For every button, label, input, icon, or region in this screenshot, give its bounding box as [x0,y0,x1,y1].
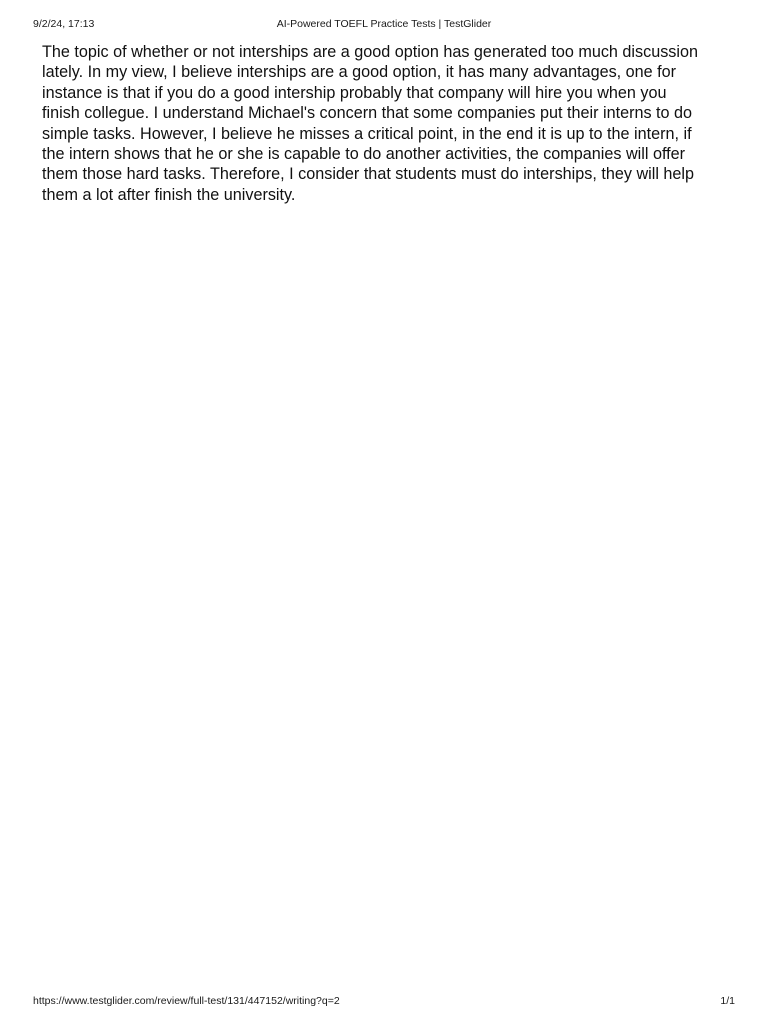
essay-text: The topic of whether or not interships are a good option has generated too much discussion lately. In my view, I believe interships are a good option, it has many advantages, one for instance is that if you do a good intership probably that company will hire you when you finish collegue. I understand Michael's concern that some companies put their interns to do simple tasks. However, I believe he misses a critical point, in the end it is up to the intern, if the intern shows that he or she is capable to do another activities, the companies will offer them those hard tasks. Therefore, I consider that students must do interships, they will help them a lot after finish the university. [42,43,698,204]
page-number: 1/1 [720,995,735,1007]
print-footer [33,993,735,1009]
page-url: https://www.testglider.com/review/full-test/131/447152/writing?q=2 [33,995,340,1007]
essay-response [42,42,734,205]
print-header [33,16,735,32]
print-datetime: 9/2/24, 17:13 [33,18,95,30]
page-title: AI-Powered TOEFL Practice Tests | TestGlider [276,18,492,30]
